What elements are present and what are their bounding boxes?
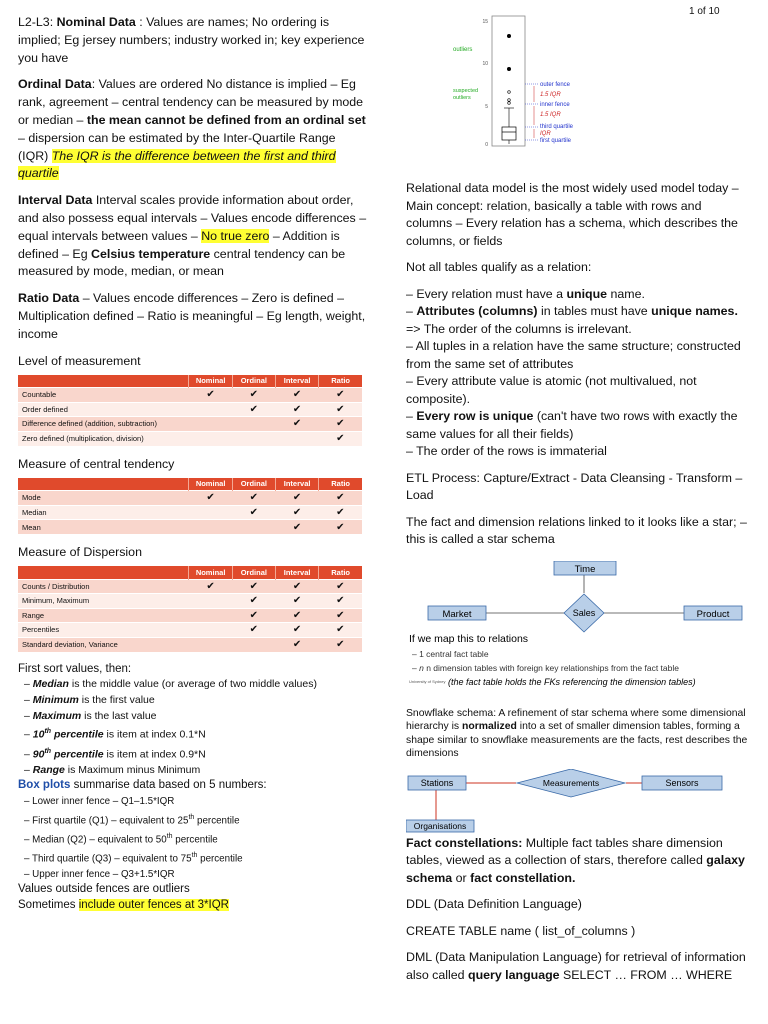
empty-cell — [189, 505, 232, 520]
sort-item: – Minimum is the first value — [24, 693, 155, 706]
header-corner — [18, 478, 189, 491]
outer-fence-note: Sometimes include outer fences at 3*IQR — [18, 899, 229, 912]
sort-item: – Maximum is the last value — [24, 709, 157, 722]
table-row — [18, 388, 362, 403]
table-row — [18, 520, 362, 535]
nominal-paragraph: L2-L3: Nominal Data : Values are names; No ordering is implied; Eg jersey numbers; industry worked in; key experience you have — [18, 15, 365, 65]
check-icon: ✔ — [232, 594, 275, 609]
row-label: Percentiles — [18, 623, 189, 638]
row-label: Mean — [18, 520, 189, 535]
create-table-text: CREATE TABLE name ( list_of_columns ) — [406, 923, 636, 938]
iqr-label: 1.5 IQR — [540, 92, 561, 98]
boxplot-item: – Upper inner fence – Q3+1.5*IQR — [24, 868, 175, 880]
check-icon: ✔ — [319, 594, 362, 609]
relation-rule: – Attributes (columns) in tables must have unique names. — [406, 304, 738, 318]
check-icon: ✔ — [275, 417, 318, 432]
outliers-note: Values outside fences are outliers — [18, 883, 190, 896]
check-icon: ✔ — [232, 505, 275, 520]
university-label: University of Sydney — [409, 678, 446, 684]
table-title: Measure of Dispersion — [18, 545, 142, 560]
boxplot-item: – First quartile (Q1) – equivalent to 25th percentile — [24, 813, 240, 827]
sort-item: – 90th percentile is item at index 0.9*N — [24, 747, 206, 761]
page-number: 1 of 10 — [689, 6, 720, 17]
fk-note: (the fact table holds the FKs referencing the dimension tables) — [448, 676, 696, 687]
measurement-table — [18, 375, 362, 446]
column-header: Interval — [275, 566, 318, 579]
relation-rule: – Every relation must have a unique name. — [406, 286, 645, 301]
check-icon: ✔ — [319, 431, 362, 446]
table-row — [18, 608, 362, 623]
row-label: Range — [18, 608, 189, 623]
empty-cell — [189, 637, 232, 652]
fact-constellations: Fact constellations: Multiple fact tables share dimension tables, viewed as a collection of stars, therefore called galaxy schema or fact constellation. — [406, 835, 745, 885]
column-header: Ratio — [319, 478, 362, 491]
organisations-label: Organisations — [413, 820, 467, 831]
empty-cell — [275, 431, 318, 446]
suspected-outlier-point — [508, 102, 511, 105]
not-all-tables: Not all tables qualify as a relation: — [406, 260, 592, 274]
check-icon: ✔ — [232, 491, 275, 506]
suspected-outlier-point — [508, 91, 511, 94]
check-icon: ✔ — [189, 388, 232, 403]
row-label: Median — [18, 505, 189, 520]
check-icon: ✔ — [319, 608, 362, 623]
check-icon: ✔ — [275, 505, 318, 520]
check-icon: ✔ — [319, 388, 362, 403]
star-schema-text: The fact and dimension relations linked to it looks like a star; – this is called a star schema — [406, 514, 747, 546]
column-header: Ordinal — [232, 566, 275, 579]
relational-text — [406, 180, 751, 549]
table-row — [18, 417, 362, 432]
table-row — [18, 431, 362, 446]
column-header: Interval — [275, 478, 318, 491]
market-label: Market — [442, 608, 472, 620]
stations-label: Stations — [420, 777, 454, 788]
outlier-point — [507, 67, 511, 71]
header-corner — [18, 566, 189, 579]
check-icon: ✔ — [232, 579, 275, 594]
ratio-paragraph: Ratio Data – Values encode differences – Zero is defined – Multiplication defined – Ratio is meaningful – Eg length, weight, income — [18, 291, 366, 341]
relation-rules — [406, 286, 751, 461]
check-icon: ✔ — [189, 579, 232, 594]
inner-fence-label: inner fence — [540, 102, 570, 108]
check-icon: ✔ — [319, 637, 362, 652]
table-header-row — [18, 478, 362, 491]
empty-cell — [232, 637, 275, 652]
closing-text — [406, 835, 751, 985]
row-label: Difference defined (addition, subtraction) — [18, 417, 189, 432]
boxplot-item: – Lower inner fence – Q1–1.5*IQR — [24, 796, 175, 808]
check-icon: ✔ — [275, 388, 318, 403]
check-icon: ✔ — [275, 491, 318, 506]
iqr-label: IQR — [540, 131, 551, 137]
measurement-table — [18, 478, 362, 535]
suspected-label: outliers — [453, 95, 471, 101]
interval-paragraph: Interval Data Interval scales provide information about order, and also possess equal intervals – Values encode differences – equal intervals between values – No true zero – Addition is defined – Eg Celsius temperature central tendency can be measured by mode, median, or mean — [18, 193, 367, 279]
table-row — [18, 594, 362, 609]
boxplot-item: – Third quartile (Q3) – equivalent to 75th percentile — [24, 851, 243, 865]
measurement-table — [18, 566, 362, 652]
time-label: Time — [574, 563, 596, 575]
sales-label: Sales — [572, 607, 596, 618]
table-row — [18, 491, 362, 506]
empty-cell — [189, 623, 232, 638]
table-row — [18, 579, 362, 594]
dimension-bullet: – n n dimension tables with foreign key relationships from the fact table — [412, 662, 679, 673]
star-schema-svg — [406, 561, 751, 691]
check-icon: ✔ — [319, 491, 362, 506]
ordinal-paragraph: Ordinal Data: Values are ordered No distance is implied – Eg rank, agreement – central tendency can be measured by mode or median – the mean cannot be defined from an ordinal set – dispersion can be estimated by the Inter-Quartile Range (IQR) The IQR is the difference between the first and third quartile — [18, 77, 366, 181]
check-icon: ✔ — [319, 402, 362, 417]
table-title: Measure of central tendency — [18, 456, 175, 471]
outliers-label: outliers — [453, 47, 473, 53]
check-icon: ✔ — [275, 520, 318, 535]
y-tick: 10 — [482, 61, 488, 67]
row-label: Countable — [18, 388, 189, 403]
column-header: Ratio — [319, 566, 362, 579]
row-label: Order defined — [18, 402, 189, 417]
empty-cell — [232, 417, 275, 432]
table-row — [18, 402, 362, 417]
relation-rule: – Every row is unique (can't have two rows with exactly the same values for all their fields) — [406, 409, 738, 441]
check-icon: ✔ — [232, 402, 275, 417]
check-icon: ✔ — [275, 623, 318, 638]
check-icon: ✔ — [275, 608, 318, 623]
boxplot-heading: Box plots summarise data based on 5 numbers: — [18, 779, 267, 792]
etl-process: ETL Process: Capture/Extract - Data Cleansing - Transform – Load — [406, 470, 743, 502]
sort-item: – Median is the middle value (or average of two middle values) — [24, 678, 317, 691]
map-relations-text: If we map this to relations — [409, 632, 529, 645]
check-icon: ✔ — [319, 520, 362, 535]
check-icon: ✔ — [275, 637, 318, 652]
check-icon: ✔ — [319, 579, 362, 594]
suspected-label: suspected — [453, 88, 479, 94]
relational-paragraph: Relational data model is the most widely used model today – Main concept: relation, basically a table with rows and columns – Every relation has a schema, which describes the columns, or fields — [406, 181, 739, 248]
ddl-text: DDL (Data Definition Language) — [406, 897, 582, 912]
y-tick: 0 — [485, 142, 488, 148]
empty-cell — [189, 608, 232, 623]
snowflake-text: Snowflake schema: A refinement of star schema where some dimensional hierarchy is normalized into a set of smaller dimension tables, forming a shape similar to snowflake measurements are the facts, rest describes the dimensions — [406, 707, 748, 760]
relation-rule: – All tuples in a relation have the same structure; constructed from the same set of attributes — [406, 339, 741, 371]
row-label: Standard deviation, Variance — [18, 637, 189, 652]
snowflake-diagram — [406, 769, 751, 833]
check-icon: ✔ — [275, 402, 318, 417]
check-icon: ✔ — [189, 491, 232, 506]
empty-cell — [232, 520, 275, 535]
empty-cell — [189, 417, 232, 432]
measurement-tables — [18, 353, 368, 652]
check-icon: ✔ — [319, 417, 362, 432]
column-header: Ratio — [319, 375, 362, 388]
check-icon: ✔ — [275, 594, 318, 609]
outlier-point — [507, 34, 511, 38]
table-row — [18, 505, 362, 520]
relation-rule: – Every attribute value is atomic (not multivalued, not composite). — [406, 374, 697, 406]
table-row — [18, 637, 362, 652]
table-row — [18, 623, 362, 638]
empty-cell — [189, 402, 232, 417]
check-icon: ✔ — [275, 579, 318, 594]
y-tick: 15 — [482, 19, 488, 25]
header-corner — [18, 375, 189, 388]
column-header: Ordinal — [232, 478, 275, 491]
table-header-row — [18, 566, 362, 579]
sort-notes — [18, 662, 368, 914]
relation-rule: – The order of the rows is immaterial — [406, 444, 607, 458]
check-icon: ✔ — [232, 608, 275, 623]
column-header: Nominal — [189, 478, 232, 491]
column-header: Ordinal — [232, 375, 275, 388]
empty-cell — [189, 431, 232, 446]
check-icon: ✔ — [232, 388, 275, 403]
left-column — [18, 14, 368, 914]
empty-cell — [232, 431, 275, 446]
column-header: Nominal — [189, 566, 232, 579]
iqr-label: 1.5 IQR — [540, 112, 561, 118]
measurements-label: Measurements — [542, 777, 600, 788]
star-schema-diagram — [406, 561, 751, 691]
boxplot-figure — [450, 14, 600, 154]
table-header-row — [18, 375, 362, 388]
empty-cell — [189, 594, 232, 609]
y-tick: 5 — [485, 104, 488, 110]
empty-cell — [189, 520, 232, 535]
sort-item: – 10th percentile is item at index 0.1*N — [24, 728, 206, 741]
outer-fence-label: outer fence — [540, 82, 571, 88]
boxplot-item: – Median (Q2) – equivalent to 50th percentile — [24, 832, 218, 846]
column-header: Interval — [275, 375, 318, 388]
sort-heading: First sort values, then: — [18, 662, 132, 675]
check-icon: ✔ — [319, 623, 362, 638]
table-title: Level of measurement — [18, 353, 141, 368]
column-header: Nominal — [189, 375, 232, 388]
boxplot-svg — [450, 14, 600, 154]
snowflake-svg — [406, 769, 751, 833]
row-label: Mode — [18, 491, 189, 506]
product-label: Product — [696, 608, 730, 620]
check-icon: ✔ — [232, 623, 275, 638]
first-quartile-label: first quartile — [540, 138, 572, 144]
fact-table-bullet: – 1 central fact table — [412, 648, 489, 659]
relation-rule: => The order of the columns is irrelevant. — [406, 321, 632, 336]
row-label: Minimum, Maximum — [18, 594, 189, 609]
row-label: Counts / Distribution — [18, 579, 189, 594]
sort-item: – Range is Maximum minus Minimum — [24, 763, 201, 776]
third-quartile-label: third quartile — [540, 124, 574, 130]
suspected-outlier-point — [508, 99, 511, 102]
check-icon: ✔ — [319, 505, 362, 520]
right-column — [406, 14, 751, 984]
row-label: Zero defined (multiplication, division) — [18, 431, 189, 446]
dml-text: DML (Data Manipulation Language) for retrieval of information also called query language SELECT … FROM … WHERE — [406, 950, 746, 982]
box — [502, 127, 516, 140]
sensors-label: Sensors — [665, 777, 699, 788]
